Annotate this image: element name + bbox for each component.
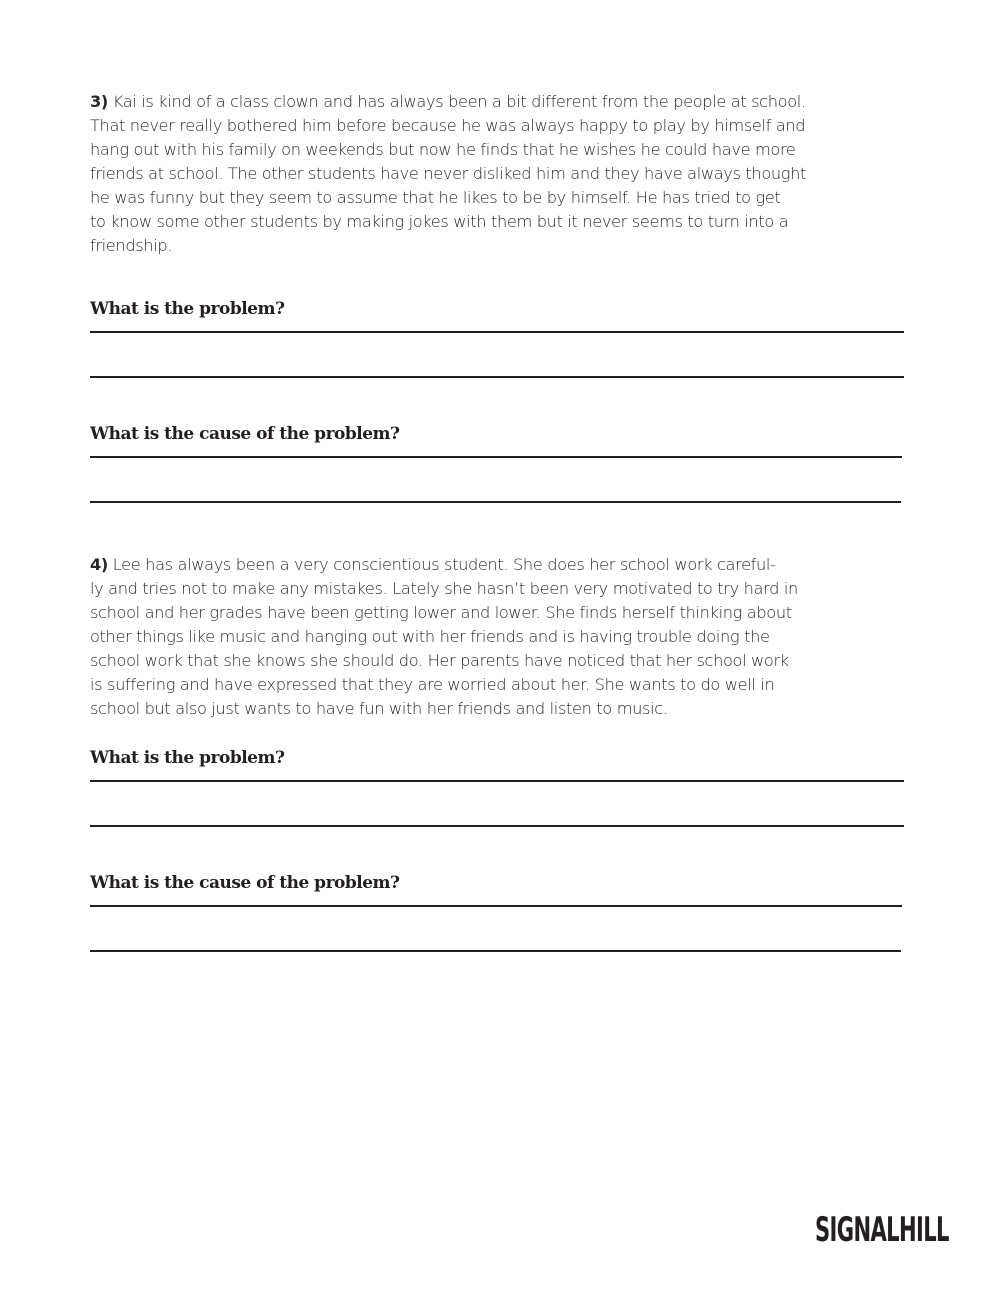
- answer-line[interactable]: [90, 331, 904, 333]
- answer-line[interactable]: [90, 376, 904, 378]
- passage-line: 4) Lee has always been a very conscientious student. She does her school work careful-: [90, 555, 776, 574]
- passage-line: ly and tries not to make any mistakes. Lately she hasn’t been very motivated to try hard in: [90, 579, 798, 598]
- passage-line: 3) Kai is kind of a class clown and has always been a bit different from the people at school.: [90, 92, 806, 111]
- passage-line: is suffering and have expressed that they are worried about her. She wants to do well in: [90, 675, 775, 694]
- passage-line: to know some other students by making jokes with them but it never seems to turn into a: [90, 212, 789, 231]
- passage-line: school but also just wants to have fun with her friends and listen to music.: [90, 699, 668, 718]
- passage-line: That never really bothered him before because he was always happy to play by himself and: [90, 116, 806, 135]
- answer-line[interactable]: [90, 905, 902, 907]
- passage-line: friendship.: [90, 236, 173, 255]
- passage-line: school work that she knows she should do. Her parents have noticed that her school work: [90, 651, 789, 670]
- answer-line[interactable]: [90, 456, 902, 458]
- passage-line: hang out with his family on weekends but now he finds that he wishes he could have more: [90, 140, 796, 159]
- answer-line[interactable]: [90, 825, 904, 827]
- question-cause-label: What is the cause of the problem?: [90, 424, 400, 444]
- passage-line: he was funny but they seem to assume that he likes to be by himself. He has tried to get: [90, 188, 781, 207]
- answer-line[interactable]: [90, 780, 904, 782]
- passage-line: other things like music and hanging out with her friends and is having trouble doing the: [90, 627, 770, 646]
- passage-3: [90, 90, 920, 258]
- signalhill-logo: SIGNALHILL: [815, 1210, 949, 1250]
- question-number: 4): [90, 555, 108, 574]
- question-problem-label: What is the problem?: [90, 748, 285, 768]
- passage-line: friends at school. The other students have never disliked him and they have always thought: [90, 164, 807, 183]
- answer-line[interactable]: [90, 501, 901, 503]
- question-number: 3): [90, 92, 108, 111]
- question-cause-label: What is the cause of the problem?: [90, 873, 400, 893]
- question-problem-label: What is the problem?: [90, 299, 285, 319]
- passage-line: school and her grades have been getting lower and lower. She finds herself thinking about: [90, 603, 792, 622]
- answer-line[interactable]: [90, 950, 901, 952]
- passage-4: [90, 553, 920, 721]
